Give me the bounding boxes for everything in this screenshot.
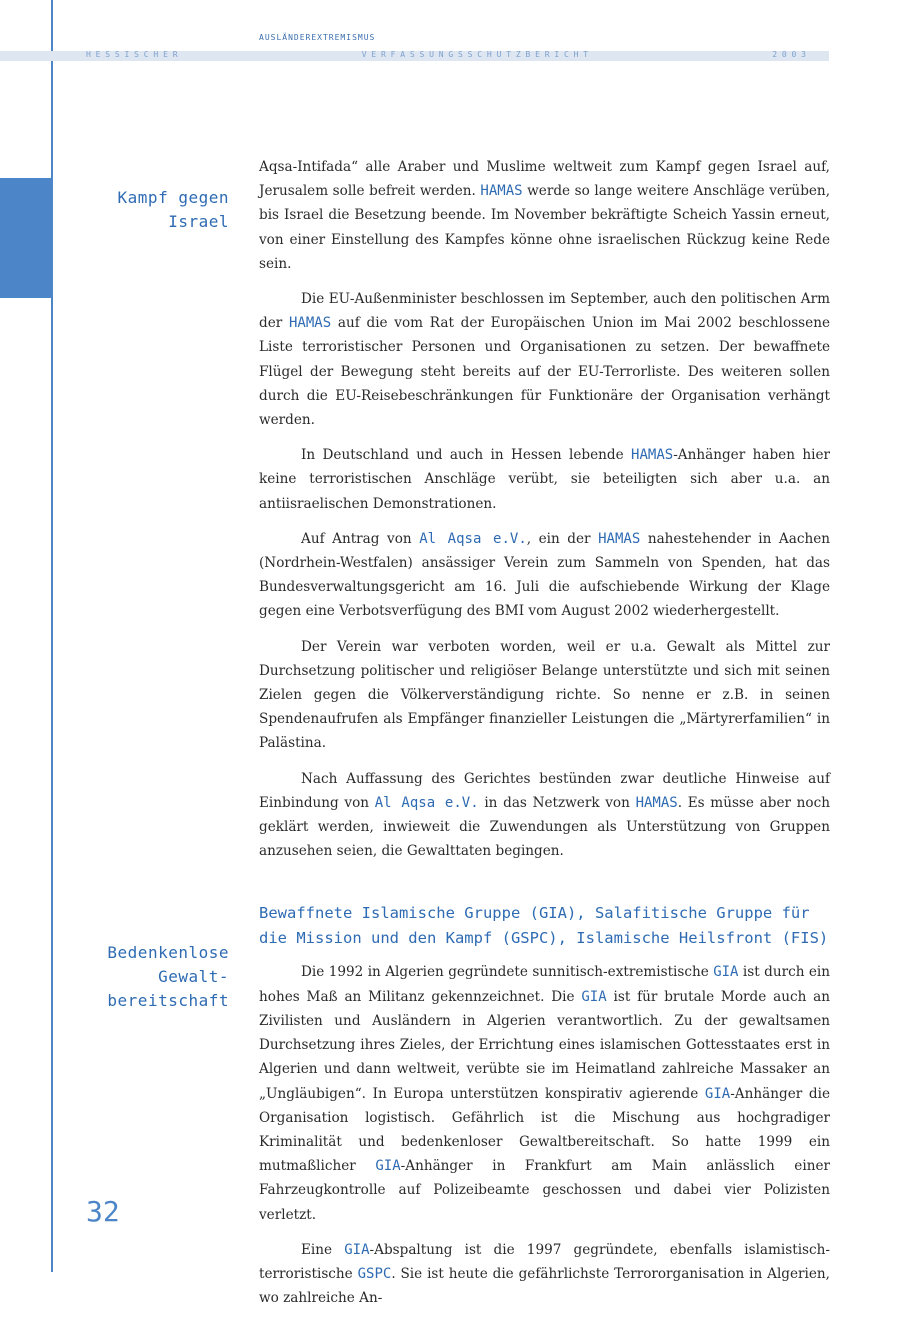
margin-label-line: bereitschaft [107,991,229,1010]
keyword: GIA [713,964,739,981]
margin-label-line: Kampf gegen [117,188,229,207]
keyword: Al Aqsa e.V. [419,530,527,547]
paragraph: Die EU-Außenminister beschlossen im September, auch den politischen Arm der HAMAS auf die vom Rat der Europäischen Union im Mai 2002 beschlossene Liste terroristischer Personen und Organisationen zu setzen. Der bewaffnete Flügel der Bewegung steht bereits auf der EU-Terrorliste. Des weiteren sollen durch die EU-Reisebeschränkungen für Funktionäre der Organisation verhängt werden. [259,291,830,429]
margin-label-kampf [60,186,229,234]
margin-label-gewalt [60,941,229,1013]
header-word-1: H E S S I S C H E R [86,50,178,59]
paragraph: Auf Antrag von Al Aqsa e.V., ein der HAMAS nahestehender in Aachen (Nordrhein-Westfalen) ansässiger Verein zum Sammeln von Spenden, hat das Bundesverwaltungsgericht am 16. Juli die aufschiebende Wirkung der Klage gegen eine Verbotsverfügung des BMI vom August 2002 wiederhergestellt. [259,530,831,620]
keyword: HAMAS [598,530,641,547]
keyword: HAMAS [480,183,523,200]
running-header-title [86,50,806,59]
margin-rule [51,0,53,1272]
keyword: Al Aqsa e.V. [374,794,479,811]
section-tab-marker [0,178,51,298]
page-number: 32 [86,1195,120,1228]
keyword: GIA [375,1158,401,1175]
keyword: GIA [581,988,607,1005]
header-word-3: 2 0 0 3 [772,50,806,59]
running-header-section: AUSLÄNDEREXTREMISMUS [259,33,376,42]
section-heading: Bewaffnete Islamische Gruppe (GIA), Salafitische Gruppe für die Mission und den Kampf (GSPC), Islamische Heilsfront (FIS) [259,904,829,947]
keyword: GIA [704,1085,731,1102]
paragraph: In Deutschland und auch in Hessen lebende HAMAS-Anhänger haben hier keine terroristischen Anschläge verübt, sie beteiligten sich aber u.a. an antiisraelischen Demonstrationen. [259,447,830,512]
paragraph: Der Verein war verboten worden, weil er u.a. Gewalt als Mittel zur Durchsetzung politischer und religiöser Belange unterstützte und sich mit seinen Zielen gegen die Völkerverständigung richte. So nenne er z.B. in seinen Spendenaufrufen als Empfänger finanzieller Leistungen die „Märtyrerfamilien“ in Palästina. [259,638,830,752]
margin-label-line: Bedenkenlose [107,943,229,962]
keyword: GSPC [357,1265,392,1282]
paragraph: Eine GIA-Abspaltung ist die 1997 gegründete, ebenfalls islamistisch-terroristische GSPC. Sie ist heute die gefährlichste Terrororganisation in Algerien, wo zahlreiche An- [259,1241,831,1307]
keyword: GIA [344,1241,370,1258]
keyword: HAMAS [288,315,332,332]
keyword: HAMAS [631,447,674,464]
margin-label-line: Gewalt- [158,967,229,986]
keyword: HAMAS [635,794,678,811]
header-word-2: V E R F A S S U N G S S C H U T Z B E R I C H T [361,50,589,59]
paragraph: Aqsa-Intifada“ alle Araber und Muslime weltweit zum Kampf gegen Israel auf, Jerusalem solle befreit werden. HAMAS werde so lange weitere Anschläge verüben, bis Israel die Besetzung beende. Im November bekräftigte Scheich Yassin erneut, von einer Einstellung des Kampfes könne ohne israelischen Rückzug keine Rede sein. [259,159,831,272]
paragraph: Nach Auffassung des Gerichtes bestünden zwar deutliche Hinweise auf Einbindung von Al Aqsa e.V. in das Netzwerk von HAMAS. Es müsse aber noch geklärt werden, inwieweit die Zuwendungen als Unterstützung von Gruppen anzusehen seien, die Gewalttaten begingen. [259,770,830,860]
margin-label-line: Israel [168,212,229,231]
body-text [259,155,830,1321]
paragraph: Die 1992 in Algerien gegründete sunnitisch-extremistische GIA ist durch ein hohes Maß an Militanz gekennzeichnet. Die GIA ist für brutale Morde auch an Zivilisten und Ausländern in Algerien verantwortlich. Zu der gewaltsamen Durchsetzung ihres Zieles, der Errichtung eines islamischen Gottesstaates erst in Algerien und dann weltweit, verübte sie im Heimatland zahlreiche Massaker an „Ungläubigen“. In Europa unterstützen konspirativ agierende GIA-Anhänger die Organisation logistisch. Gefährlich ist die Mischung aus hochgradiger Kriminalität und bedenkenloser Gewaltbereitschaft. So hatte 1999 ein mutmaßlicher GIA-Anhänger in Frankfurt am Main anlässlich einer Fahrzeugkontrolle auf Polizeibeamte geschossen und dabei vier Polizisten verletzt. [259,964,831,1223]
